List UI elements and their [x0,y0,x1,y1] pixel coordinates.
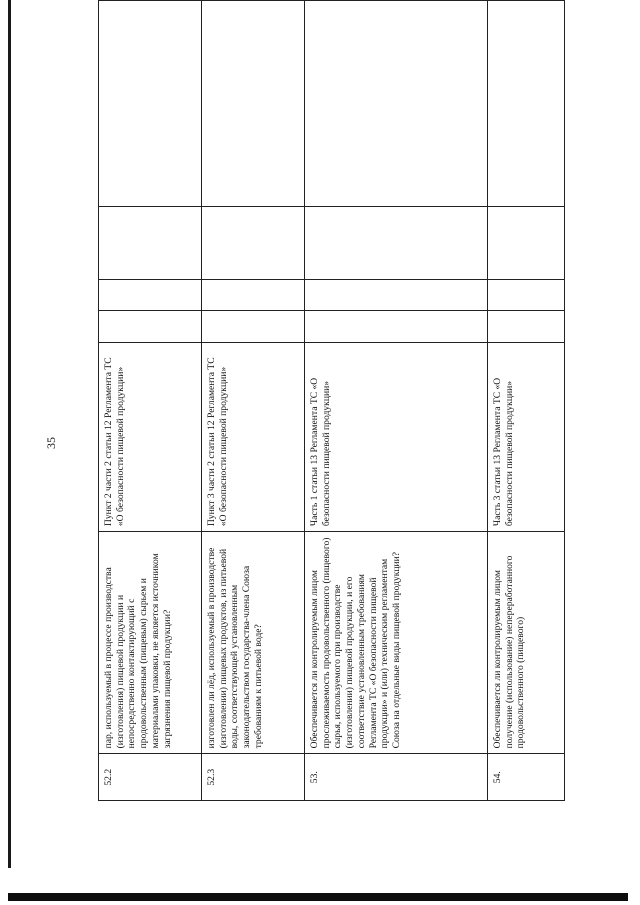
answer-cell-yes [99,311,202,343]
reference-cell: Пункт 2 части 2 статьи 12 Регламента ТС «О безопасности пищевой продукции» [99,342,202,531]
table-row [488,1,565,801]
answer-cell-na [99,206,202,279]
note-cell [488,1,565,207]
table-row [305,1,488,801]
reference-cell: Пункт 3 части 2 статьи 12 Регламента ТС «О безопасности пищевой продукции» [202,342,305,531]
answer-cell-no [488,279,565,311]
requirements-table [98,0,565,801]
question-cell: Обеспечивается ли контролируемым лицом прослеживаемость продовольственного (пищевого) сырья, используемого при производстве (изготовлении) пищевой продукции, и его соответствие установленным требованиям Регламента ТС «О безопасности пищевой продукции» и (или) техническим регламентам Союза на отдельные виды пищевой продукции? [305,532,488,754]
question-cell: пар, используемый в процессе производства (изготовления) пищевой продукции и непосредственно контактирующий с продовольственным (пищевым) сырьем и материалами упаковки, не является источником загрязнения пищевой продукции? [99,532,202,754]
answer-cell-yes [488,311,565,343]
answer-cell-no [99,279,202,311]
question-cell: изготовлен ли лёд, используемый в производстве (изготовлении) пищевых продуктов, из питьевой воды, соответствующей установленным законодательством государства-члена Союза требованиям к питьевой воде? [202,532,305,754]
answer-cell-na [488,206,565,279]
answer-cell-yes [305,311,488,343]
answer-cell-na [202,206,305,279]
reference-cell: Часть 3 статьи 13 Регламента ТС «О безопасности пищевой продукции» [488,342,565,531]
row-number: 53. [305,754,488,801]
note-cell [202,1,305,207]
note-cell [305,1,488,207]
table-row [202,1,305,801]
answer-cell-yes [202,311,305,343]
answer-cell-no [305,279,488,311]
answer-cell-na [305,206,488,279]
row-number: 52.3 [202,754,305,801]
question-cell: Обеспечивается ли контролируемым лицом получение (использование) непереработанного продовольственного (пищевого) [488,532,565,754]
note-cell [99,1,202,207]
answer-cell-no [202,279,305,311]
reference-cell: Часть 1 статьи 13 Регламента ТС «О безопасности пищевой продукции» [305,342,488,531]
row-number: 52.2 [99,754,202,801]
page-number: 35 [44,437,58,449]
row-number: 54. [488,754,565,801]
table-row [99,1,202,801]
